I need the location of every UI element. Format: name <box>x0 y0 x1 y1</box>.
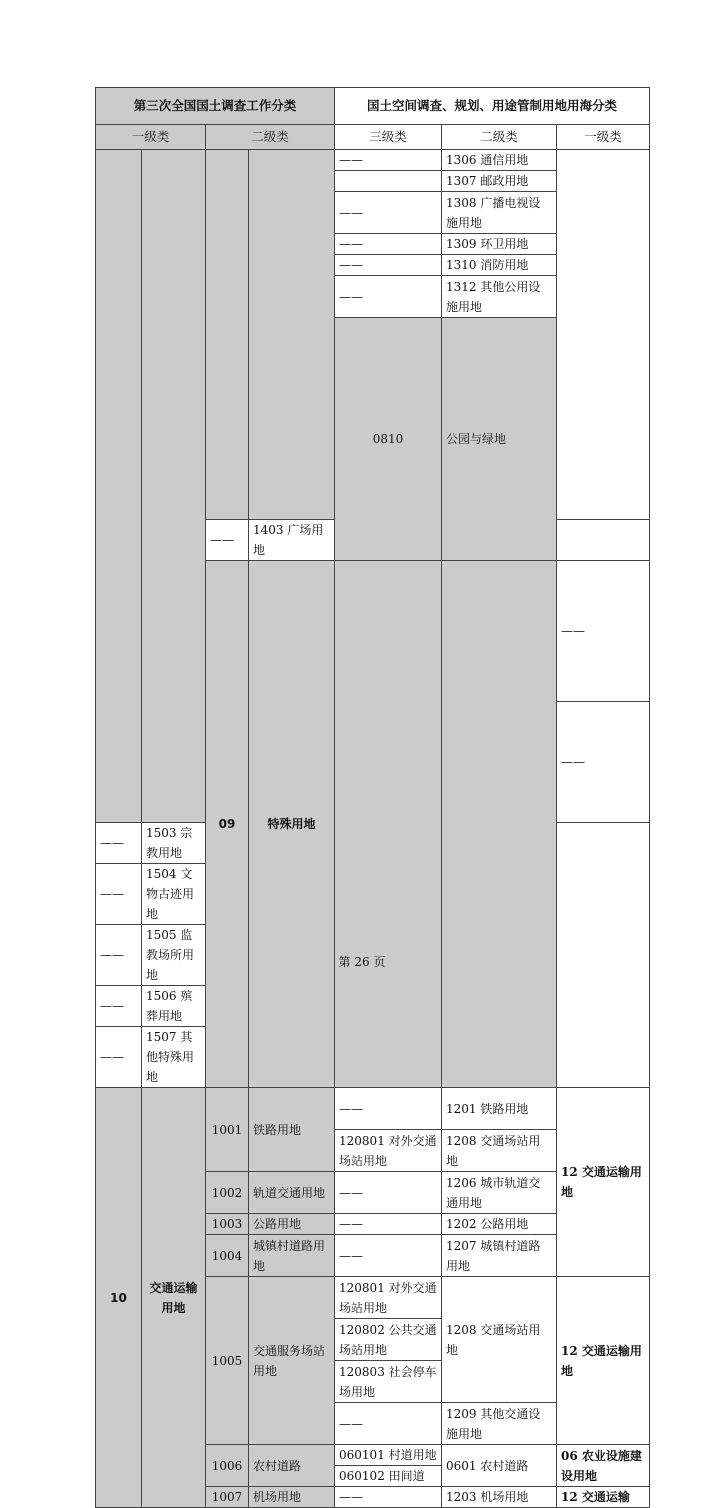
first-cell-06: 06 农业设施建设用地 <box>557 1445 650 1487</box>
third-cell: —— <box>557 702 650 823</box>
third-cell: 120802 公共交通场站用地 <box>335 1319 442 1361</box>
prim-10-name: 交通运输用地 <box>142 1088 206 1508</box>
page-number: 第 26 页 <box>338 955 386 969</box>
third-cell: —— <box>96 986 142 1027</box>
header-left: 第三次全国国土调查工作分类 <box>96 88 335 125</box>
table-subheader-row <box>96 125 650 150</box>
subheader-level3: 三级类 <box>335 125 442 150</box>
sec-09-code <box>335 561 442 1088</box>
prim-09-code: 09 <box>206 561 249 1088</box>
third-cell: —— <box>335 1214 442 1235</box>
second-cell: 1503 宗教用地 <box>142 823 206 864</box>
sec-1005-name: 交通服务场站用地 <box>249 1277 335 1445</box>
sec-1002-name: 轨道交通用地 <box>249 1172 335 1214</box>
header-right: 国土空间调查、规划、用途管制用地用海分类 <box>335 88 650 125</box>
classification-table <box>95 87 650 1508</box>
third-cell: —— <box>335 1172 442 1214</box>
subheader-level1-left: 一级类 <box>96 125 206 150</box>
second-cell: 1207 城镇村道路用地 <box>442 1235 557 1277</box>
prim-name-cont <box>142 150 206 823</box>
prim-10-code: 10 <box>96 1088 142 1508</box>
third-cell: —— <box>206 520 249 561</box>
sec-1003-code: 1003 <box>206 1214 249 1235</box>
subheader-level1-right: 一级类 <box>557 125 650 150</box>
second-cell: 1307 邮政用地 <box>442 171 557 192</box>
table-row <box>96 1088 650 1130</box>
second-cell: 1505 监教场所用地 <box>142 925 206 986</box>
sec-1005-code: 1005 <box>206 1277 249 1445</box>
first-cell-12b: 12 交通运输用地 <box>557 1277 650 1445</box>
third-cell: 120801 对外交通场站用地 <box>335 1277 442 1319</box>
third-cell: —— <box>335 276 442 318</box>
third-cell: —— <box>335 1235 442 1277</box>
third-cell: —— <box>335 234 442 255</box>
sec-1006-code: 1006 <box>206 1445 249 1487</box>
sec-1004-code: 1004 <box>206 1235 249 1277</box>
sec-1001-code: 1001 <box>206 1088 249 1172</box>
third-cell: —— <box>96 1027 142 1088</box>
second-cell: 1306 通信用地 <box>442 150 557 171</box>
sec-1007-name: 机场用地 <box>249 1487 335 1508</box>
second-cell: 1312 其他公用设施用地 <box>442 276 557 318</box>
sec-code-cont <box>206 150 249 520</box>
subheader-level2-right: 二级类 <box>442 125 557 150</box>
second-cell: 1308 广播电视设施用地 <box>442 192 557 234</box>
sec-1004-name: 城镇村道路用地 <box>249 1235 335 1277</box>
sec-name-cont <box>249 150 335 520</box>
third-cell: —— <box>96 823 142 864</box>
table-header-row <box>96 88 650 125</box>
second-cell: 1507 其他特殊用地 <box>142 1027 206 1088</box>
third-cell: —— <box>335 255 442 276</box>
table-row <box>96 150 650 171</box>
sec-1006-name: 农村道路 <box>249 1445 335 1487</box>
sec-09-name <box>442 561 557 1088</box>
second-cell: 1403 广场用地 <box>249 520 335 561</box>
second-cell: 0601 农村道路 <box>442 1445 557 1487</box>
sec-1002-code: 1002 <box>206 1172 249 1214</box>
first-cell-12c: 12 交通运输 <box>557 1487 650 1508</box>
sec-0810-name: 公园与绿地 <box>442 318 557 561</box>
subheader-level2-left: 二级类 <box>206 125 335 150</box>
third-cell: —— <box>335 1088 442 1130</box>
third-cell: 120801 对外交通场站用地 <box>335 1130 442 1172</box>
second-cell: 1201 铁路用地 <box>442 1088 557 1130</box>
third-cell: —— <box>557 561 650 702</box>
prim-09-name: 特殊用地 <box>249 561 335 1088</box>
second-cell: 1208 交通场站用地 <box>442 1130 557 1172</box>
second-cell: 1504 文物古迹用地 <box>142 864 206 925</box>
prim-code-cont <box>96 150 142 823</box>
second-cell: 1206 城市轨道交通用地 <box>442 1172 557 1214</box>
third-cell: 060101 村道用地 <box>335 1445 442 1466</box>
sec-1003-name: 公路用地 <box>249 1214 335 1235</box>
second-cell: 1310 消防用地 <box>442 255 557 276</box>
second-cell: 1209 其他交通设施用地 <box>442 1403 557 1445</box>
first-cell-12a: 12 交通运输用地 <box>557 1088 650 1277</box>
third-cell: 060102 田间道 <box>335 1466 442 1487</box>
sec-1007-code: 1007 <box>206 1487 249 1508</box>
second-cell: 1506 殡葬用地 <box>142 986 206 1027</box>
first-cell-cont <box>557 150 650 520</box>
second-cell: 1203 机场用地 <box>442 1487 557 1508</box>
third-cell: —— <box>335 150 442 171</box>
sec-0810-code: 0810 <box>335 318 442 561</box>
second-cell: 1208 交通场站用地 <box>442 1277 557 1403</box>
third-cell: —— <box>96 925 142 986</box>
third-cell <box>335 171 442 192</box>
second-cell: 1309 环卫用地 <box>442 234 557 255</box>
third-cell: —— <box>335 1403 442 1445</box>
third-cell: —— <box>335 1487 442 1508</box>
second-cell: 1202 公路用地 <box>442 1214 557 1235</box>
third-cell: —— <box>335 192 442 234</box>
sec-1001-name: 铁路用地 <box>249 1088 335 1172</box>
third-cell: —— <box>96 864 142 925</box>
third-cell: 120803 社会停车场用地 <box>335 1361 442 1403</box>
